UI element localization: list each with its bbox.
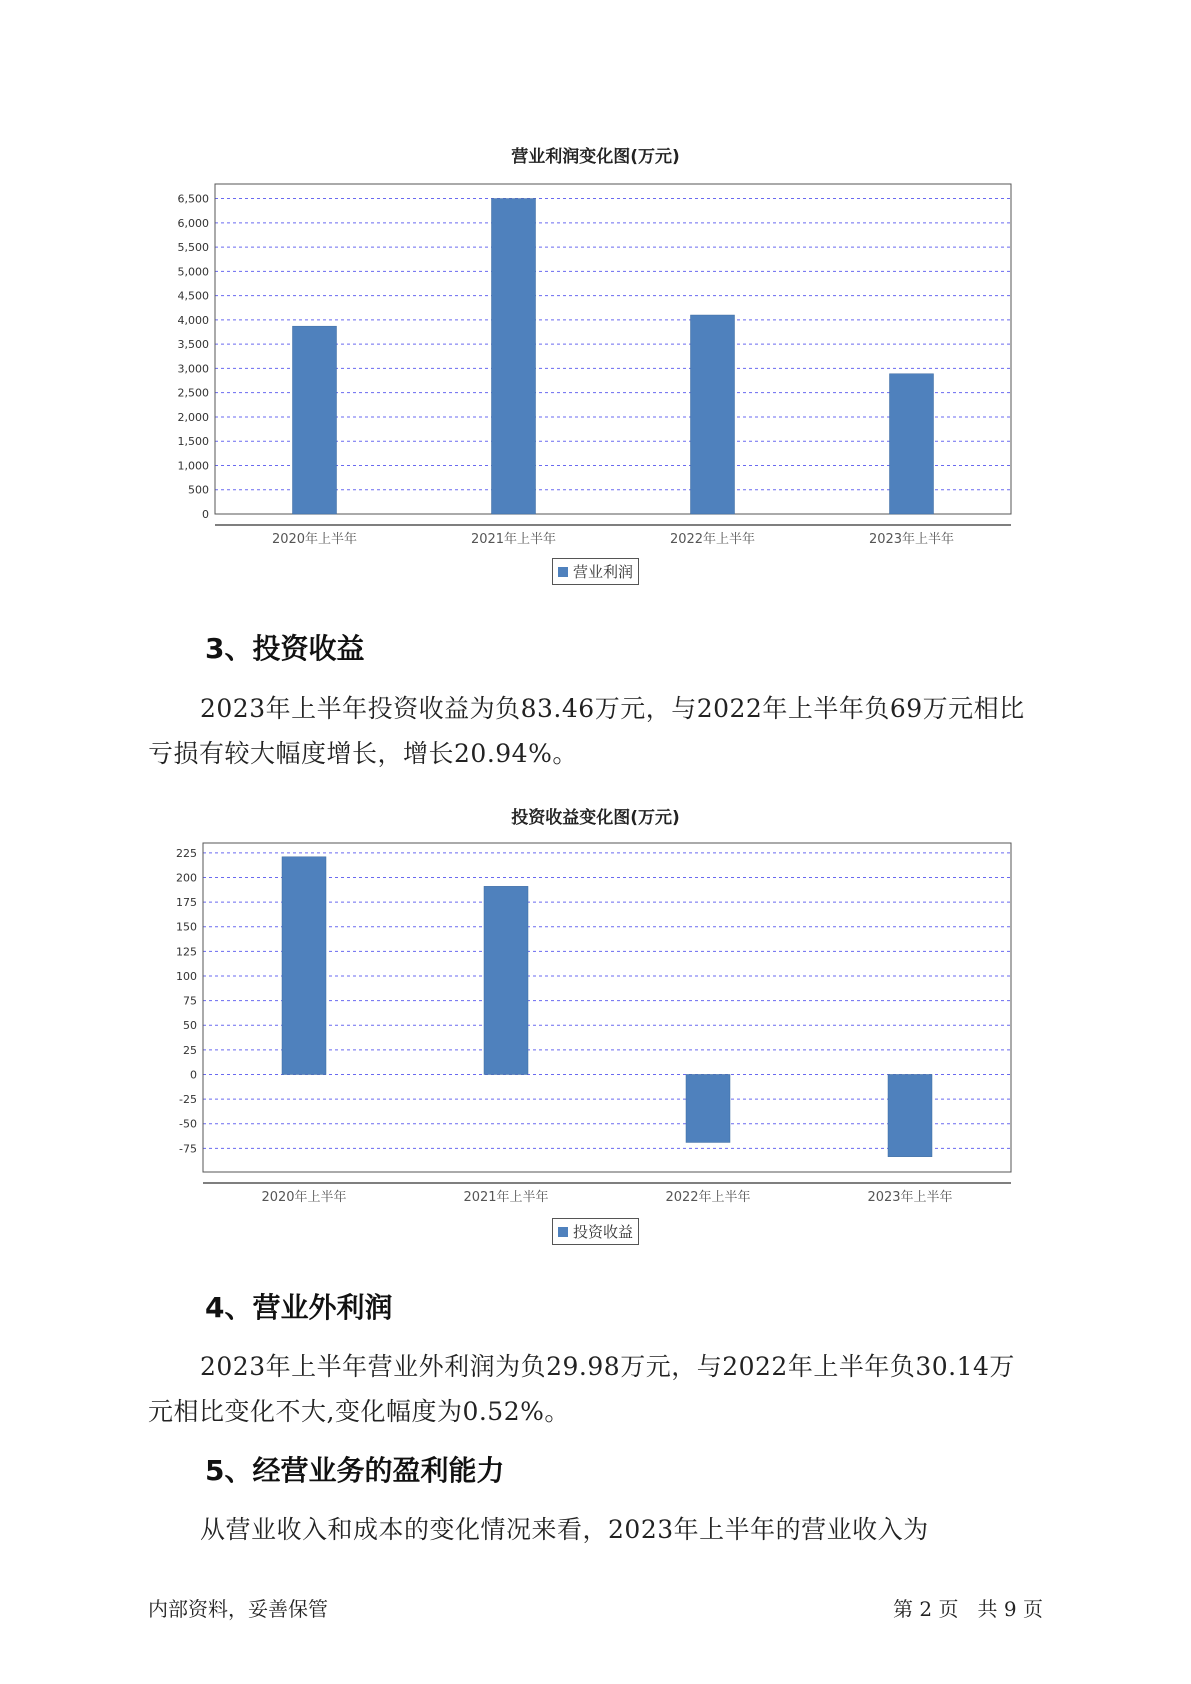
y-tick-label: 0 <box>202 508 209 521</box>
bar <box>686 1074 730 1142</box>
section-heading-non-operating-profit: 4、营业外利润 <box>205 1291 393 1324</box>
y-tick-label: 4,500 <box>177 289 209 303</box>
y-tick-label: 225 <box>176 846 197 860</box>
y-tick-label: 25 <box>183 1043 197 1057</box>
chart1-legend-label: 营业利润 <box>573 563 634 581</box>
y-tick-label: 200 <box>176 871 197 885</box>
section-heading-profitability: 5、经营业务的盈利能力 <box>205 1454 505 1487</box>
bar <box>888 1074 932 1156</box>
legend-swatch <box>558 1227 568 1237</box>
y-tick-label: 75 <box>183 994 197 1008</box>
x-category-label: 2023年上半年 <box>867 1190 953 1205</box>
footer-confidential-note: 内部资料，妥善保管 <box>148 1597 328 1621</box>
paragraph-line: 2023年上半年投资收益为负83.46万元，与2022年上半年负69万元相比 <box>200 694 1025 723</box>
bar <box>484 886 528 1074</box>
chart2-legend <box>552 1218 639 1245</box>
y-tick-label: -50 <box>179 1117 197 1131</box>
y-tick-label: 0 <box>190 1068 197 1082</box>
y-tick-label: 3,500 <box>177 338 209 352</box>
footer-page-number: 第 2 页 共 9 页 <box>893 1597 1043 1621</box>
y-tick-label: 1,500 <box>177 435 209 449</box>
section-heading-investment-income: 3、投资收益 <box>205 632 365 665</box>
y-tick-label: 2,000 <box>177 410 209 424</box>
x-category-label: 2023年上半年 <box>868 532 955 547</box>
section-5-paragraph <box>148 1507 1078 1552</box>
section-4-paragraph <box>148 1344 1078 1434</box>
y-tick-label: 6,500 <box>177 192 209 206</box>
y-tick-label: 5,000 <box>177 265 209 279</box>
y-tick-label: 2,500 <box>177 386 209 400</box>
y-tick-label: 6,000 <box>177 216 209 230</box>
paragraph-line: 亏损有较大幅度增长，增长20.94%。 <box>148 739 578 768</box>
paragraph-line: 元相比变化不大,变化幅度为0.52%。 <box>148 1397 570 1426</box>
y-tick-label: 50 <box>183 1019 197 1033</box>
y-tick-label: 150 <box>176 920 197 934</box>
y-tick-label: 5,500 <box>177 241 209 255</box>
x-category-label: 2020年上半年 <box>271 532 358 547</box>
x-category-label: 2022年上半年 <box>665 1190 751 1205</box>
bar <box>282 857 326 1075</box>
chart2-legend-label: 投资收益 <box>573 1223 634 1241</box>
y-tick-label: 175 <box>176 896 197 910</box>
paragraph-line: 从营业收入和成本的变化情况来看，2023年上半年的营业收入为 <box>200 1515 929 1544</box>
y-tick-label: 500 <box>188 483 209 497</box>
y-tick-label: -75 <box>179 1142 197 1156</box>
paragraph-line: 2023年上半年营业外利润为负29.98万元，与2022年上半年负30.14万 <box>200 1352 1015 1381</box>
chart1-title: 营业利润变化图(万元) <box>511 147 680 167</box>
chart2-title: 投资收益变化图(万元) <box>511 808 680 828</box>
y-tick-label: 3,000 <box>177 362 209 376</box>
y-tick-label: -25 <box>179 1093 197 1107</box>
y-tick-label: 1,000 <box>177 459 209 473</box>
x-category-label: 2020年上半年 <box>261 1190 347 1205</box>
x-category-label: 2021年上半年 <box>463 1190 549 1205</box>
y-tick-label: 100 <box>176 969 197 983</box>
x-category-label: 2021年上半年 <box>470 532 557 547</box>
y-tick-label: 125 <box>176 945 197 959</box>
x-category-label: 2022年上半年 <box>669 532 756 547</box>
y-tick-label: 4,000 <box>177 313 209 327</box>
